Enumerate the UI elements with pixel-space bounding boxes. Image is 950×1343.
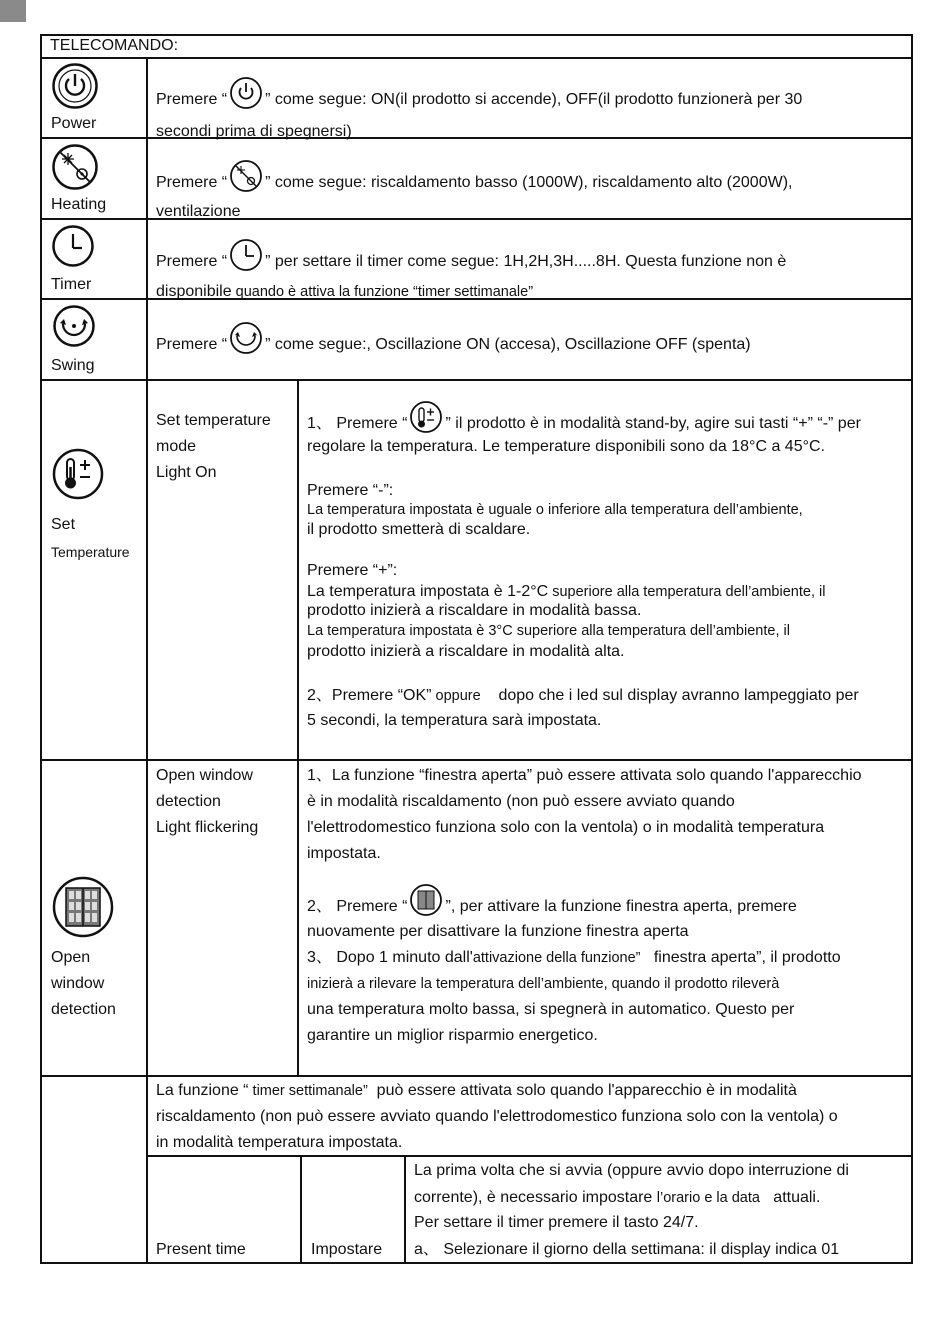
window-mode-line2: detection — [156, 793, 221, 810]
weekly-intro-line3: in modalità temperatura impostata. — [156, 1134, 403, 1151]
window-icon — [408, 883, 444, 917]
settemp-mode-line2: mode — [156, 438, 197, 455]
settemp-plus-text1: La temperatura impostata è 1-2°C superiore alla temperatura dell’ambiente, il — [307, 583, 826, 600]
timer-label: Timer — [51, 276, 92, 293]
settemp-step2: 2、Premere “OK” oppure dopo che i led sul display avranno lampeggiato per — [307, 687, 859, 704]
column-divider-modes — [297, 379, 299, 1077]
settemp-step1: 1、 Premere “ ” il prodotto è in modalità stand-by, agire sui tasti “+” “-” per — [307, 400, 861, 439]
heating-icon — [228, 159, 264, 193]
window-step1-line1: 1、La funzione “finestra aperta” può essere attivata solo quando l'apparecchio — [307, 767, 862, 784]
window-step2: 2、 Premere “ ”, per attivare la funzione finestra aperta, premere — [307, 883, 797, 922]
weekly-detail-line2: corrente), è necessario impostare l’orario e la data attuali. — [414, 1189, 821, 1206]
window-mode-line3: Light flickering — [156, 819, 259, 836]
settemp-step2-cont: 5 secondi, la temperatura sarà impostata. — [307, 712, 602, 729]
weekly-detail-line3: Per settare il timer premere il tasto 24/7. — [414, 1214, 699, 1231]
timer-icon — [228, 238, 264, 272]
timer-icon — [51, 224, 95, 268]
row-divider-settemp — [40, 759, 913, 761]
swing-icon — [228, 321, 264, 355]
settemp-minus-text2: il prodotto smetterà di scaldare. — [307, 521, 531, 538]
settemp-mode-line3: Light On — [156, 464, 217, 481]
thermometer-icon — [51, 447, 105, 501]
swing-label: Swing — [51, 357, 95, 374]
window-step1-line2: è in modalità riscaldamento (non può essere avviato quando — [307, 793, 735, 810]
settemp-minus-heading: Premere “-”: — [307, 482, 394, 499]
settemp-plus-text4: prodotto inizierà a riscaldare in modalità alta. — [307, 643, 625, 660]
settemp-plus-heading: Premere “+”: — [307, 562, 398, 579]
table-border-right — [911, 34, 913, 1264]
settemp-plus-text2: prodotto inizierà a riscaldare in modalità bassa. — [307, 602, 642, 619]
settemp-plus-text3: La temperatura impostata è 3°C superiore alla temperatura dell’ambiente, il — [307, 623, 790, 639]
window-icon — [51, 876, 115, 938]
settemp-minus-text1: La temperatura impostata è uguale o inferiore alla temperatura dell’ambiente, — [307, 502, 803, 518]
row-divider-swing — [40, 379, 913, 381]
window-label-line1: Open — [51, 949, 91, 966]
timer-description: Premere “ ” per settare il timer come segue: 1H,2H,3H.....8H. Questa funzione non è disponibile quando è attiva la funzione “timer settimanale” — [156, 238, 786, 307]
weekly-detail-line1: La prima volta che si avvia (oppure avvio dopo interruzione di — [414, 1162, 849, 1179]
window-step1-line3: l'elettrodomestico funziona solo con la ventola) o in modalità temperatura — [307, 819, 825, 836]
window-mode-line1: Open window — [156, 767, 253, 784]
heating-label: Heating — [51, 196, 107, 213]
weekly-intro-line1: La funzione “ timer settimanale” può essere attivata solo quando l'apparecchio è in modalità — [156, 1082, 797, 1099]
swing-description: Premere “ ” come segue:, Oscillazione ON (accesa), Oscillazione OFF (spenta) — [156, 321, 751, 360]
settemp-label: Set — [51, 516, 76, 533]
window-step1-line4: impostata. — [307, 845, 381, 862]
power-label: Power — [51, 115, 97, 132]
weekly-intro-line2: riscaldamento (non può essere avviato quando l'elettrodomestico funziona solo con la ventola) o — [156, 1108, 838, 1125]
heating-icon — [51, 143, 99, 191]
page-corner-marker — [0, 0, 26, 22]
window-label-line3: detection — [51, 1001, 116, 1018]
power-icon — [51, 62, 99, 110]
column-divider-weekly-2 — [404, 1155, 406, 1264]
window-step3: 3、 Dopo 1 minuto dall'attivazione della funzione” finestra aperta”, il prodotto — [307, 949, 841, 966]
table-border-left — [40, 34, 42, 1264]
power-icon — [228, 76, 264, 110]
column-divider-icons — [146, 57, 148, 1264]
settemp-step1-cont: regolare la temperatura. Le temperature disponibili sono da 18°C a 45°C. — [307, 438, 825, 455]
window-step3-line4: garantire un miglior risparmio energetico. — [307, 1027, 598, 1044]
settemp-mode-line1: Set temperature — [156, 412, 271, 429]
thermometer-icon — [408, 400, 444, 434]
impostare-label: Impostare — [311, 1241, 383, 1258]
power-description: Premere “ ” come segue: ON(il prodotto si accende), OFF(il prodotto funzionerà per 30 secondi prima di spegnersi) — [156, 76, 802, 148]
present-time-label: Present time — [156, 1241, 246, 1258]
window-step3-line3: una temperatura molto bassa, si spegnerà in automatico. Questo per — [307, 1001, 795, 1018]
swing-icon — [51, 304, 97, 348]
row-divider-window — [40, 1075, 913, 1077]
window-step3-line2: inizierà a rilevare la temperatura dell’ambiente, quando il prodotto rileverà — [307, 976, 780, 992]
heating-description: Premere “ ” come segue: riscaldamento basso (1000W), riscaldamento alto (2000W), ventilazione — [156, 159, 792, 226]
window-label-line2: window — [51, 975, 105, 992]
window-step2-cont: nuovamente per disattivare la funzione finestra aperta — [307, 923, 689, 940]
column-divider-weekly-1 — [300, 1155, 302, 1264]
row-divider-header — [40, 57, 913, 59]
table-title: TELECOMANDO: — [50, 37, 179, 54]
weekly-detail-line4: a、 Selezionare il giorno della settimana: il display indica 01 — [414, 1241, 840, 1258]
settemp-label-sub: Temperature — [51, 544, 130, 560]
